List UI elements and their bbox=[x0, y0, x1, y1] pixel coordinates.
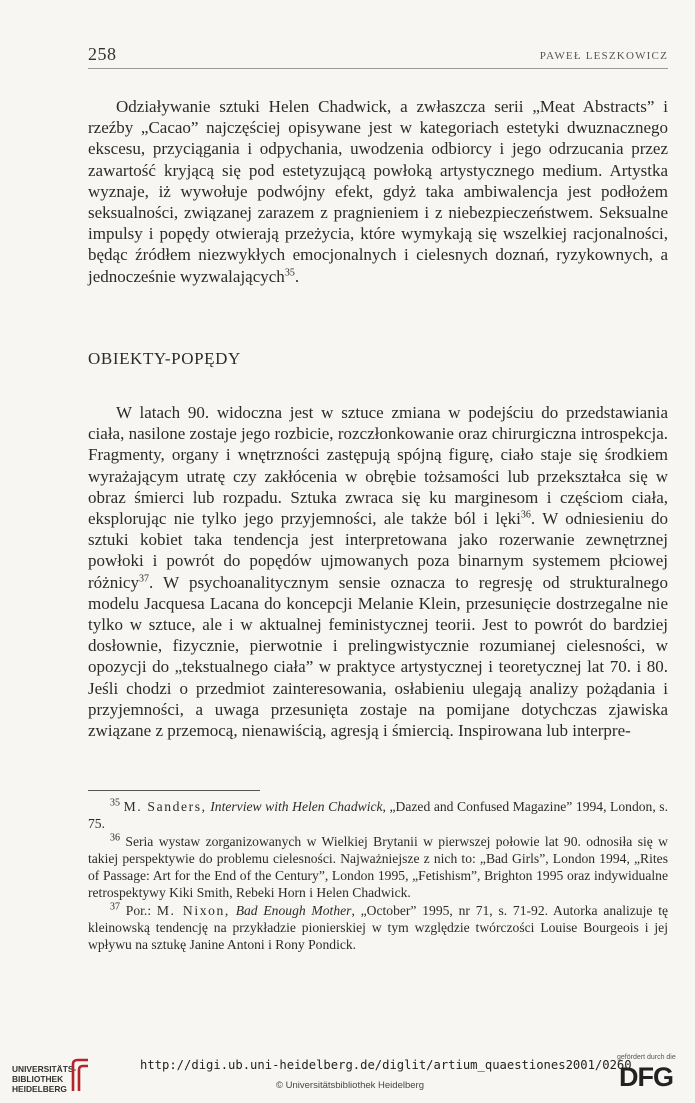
footnote-35-title: Interview with Helen Chadwick bbox=[210, 799, 383, 814]
running-header bbox=[88, 38, 668, 69]
footnote-ref-36[interactable]: 36 bbox=[520, 509, 531, 521]
dfg-logo: DFG bbox=[619, 1062, 673, 1092]
paragraph-body-art bbox=[88, 402, 668, 741]
footnote-35-author: M. Sanders, bbox=[123, 799, 207, 814]
library-name-line1: UNIVERSITÄTS- bbox=[12, 1064, 77, 1074]
footnote-36 bbox=[88, 833, 668, 902]
paragraph-1-text: Odziaływanie sztuki Helen Chadwick, a zwłaszcza serii „Meat Abstracts” i rzeźby „Cacao” najczęściej opisywane jest w kategoriach estetyki dwuznacznego ekscesu, przyciągania i odpychania, uwodzenia odbiorcy i jego odrzucania przez zawartość kryjącą się pod estetyzującą powłoką artystycznego medium. Artystka wyznaje, iż wywołuje podwójny efekt, gdyż taka ambiwalencja jest podłożem seksualności, związanej zarazem z pragnieniem i z niebezpieczeństwem. Seksualne impulsy i popędy otwierają przeżycia, które wymykają się wszelkiej racjonalności, będąc źródłem niezwykłych emocjonalnych i cielesnych doznań, ryzykownych, a jednocześnie wyzwalających bbox=[88, 97, 668, 286]
library-emblem-icon bbox=[70, 1058, 90, 1092]
library-name-line2: BIBLIOTHEK bbox=[12, 1074, 64, 1084]
funding-note: gefördert durch die bbox=[617, 1054, 676, 1061]
footnote-36-number: 36 bbox=[110, 832, 120, 844]
digitization-footer bbox=[0, 1050, 695, 1103]
footnote-divider bbox=[88, 790, 260, 791]
footnote-37 bbox=[88, 902, 668, 954]
paragraph-2-part2: . W odniesieniu do sztuki kobiet taka tendencja jest interpretowana jako rozerwanie zewnętrznej powłoki i powrót do popędów ujmowanych poza binarnym systemem płciowej różnicy bbox=[88, 509, 668, 592]
footnote-35 bbox=[88, 798, 668, 833]
footnote-37-rest: , „October” 1995, nr 71, s. 71-92. Autorka analizuje tę kleinowską tendencję na przykładzie pionierskiej w tym względzie twórczości Louise Bourgeois i jej wpływu na sztukę Janine Antoni i Rony Pondick. bbox=[88, 902, 668, 953]
footnote-35-number: 35 bbox=[110, 797, 120, 809]
copyright-notice: © Universitätsbibliothek Heidelberg bbox=[276, 1080, 424, 1091]
footnote-37-lead: Por.: bbox=[125, 902, 152, 918]
paragraph-chadwick bbox=[88, 96, 668, 287]
running-head-author: PAWEŁ LESZKOWICZ bbox=[539, 50, 668, 62]
footnote-37-author: M. Nixon, bbox=[156, 902, 230, 918]
footnote-35-rest: , „Dazed and Confused Magazine” 1994, London, s. 75. bbox=[88, 799, 668, 832]
footnotes bbox=[88, 798, 668, 954]
footnote-37-number: 37 bbox=[110, 901, 120, 913]
footnote-37-title: Bad Enough Mother bbox=[235, 902, 352, 918]
library-name-line3: HEIDELBERG bbox=[12, 1084, 67, 1094]
paragraph-1-tail: . bbox=[294, 266, 300, 286]
section-heading: OBIEKTY-POPĘDY bbox=[88, 349, 241, 368]
permalink-url[interactable]: http://digi.ub.uni-heidelberg.de/diglit/artium_quaestiones2001/0260 bbox=[140, 1058, 632, 1072]
page-number: 258 bbox=[88, 44, 117, 64]
paragraph-2-part3: . W psychoanalitycznym sensie oznacza to regresję od strukturalnego modelu Jacquesa Lacana do koncepcji Melanie Klein, przesunięcie dostrzegalne nie tylko w sztuce, ale i w aktualnej feministycznej teorii. Jest to powrót do bardziej dosłownie, fizycznie, pierwotnie i prelingwistycznie rozumianej cielesności, w opozycji do „tekstualnego ciała” w praktyce artystycznej i teoretycznej lat 70. i 80. Jeśli chodzi o przedmiot zainteresowania, osłabieniu ulegają analizy pożądania i przyjemności, a uwaga przesunięta zostaje na pomijane dotychczas zjawiska związane z przemocą, nienawiścią, agresją i śmiercią. Inspirowana lub interpre- bbox=[88, 572, 668, 741]
footnote-ref-35[interactable]: 35 bbox=[284, 266, 295, 278]
footnote-ref-37[interactable]: 37 bbox=[138, 572, 149, 584]
paragraph-2-part1: W latach 90. widoczna jest w sztuce zmiana w podejściu do przedstawiania ciała, nasilone zostaje jego rozbicie, rozczłonkowanie oraz chirurgiczna introspekcja. Fragmenty, organy i wnętrzności zastępują spójną figurę, ciało staje się środkiem wyrażającym utratę czy zakłócenia w obrębie tożsamości lub przekształca się w obraz śmierci lub rozpadu. Sztuka zwraca się ku marginesom i częściom ciała, eksplorując nie tylko jego przyjemności, ale także ból i lęki bbox=[88, 403, 668, 529]
footnote-36-text: Seria wystaw zorganizowanych w Wielkiej Brytanii w pierwszej połowie lat 90. odnosiła się w takiej perspektywie do problemu cielesności. Najważniejsze z nich to: „Bad Girls”, London 1994, „Rites of Passage: Art for the End of the Century”, London 1995, „Fetishism”, Brighton 1995 oraz indywidualne retrospektywy Kiki Smith, Rebeki Horn i Helen Chadwick. bbox=[88, 833, 669, 901]
